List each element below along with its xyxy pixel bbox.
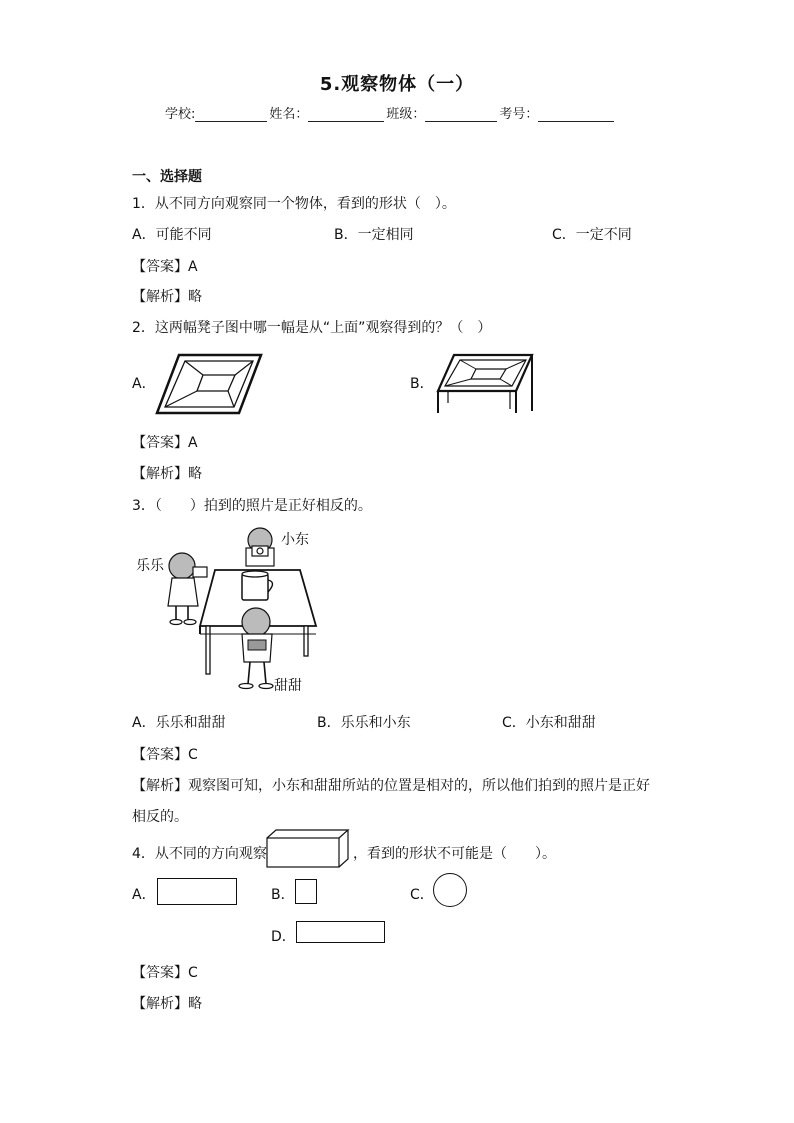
q2-analysis: 【解析】略 [132, 466, 202, 482]
q4-analysis: 【解析】略 [132, 996, 202, 1012]
name-blank [308, 107, 384, 122]
q3-analysis-line-1: 【解析】观察图可知，小东和甜甜所站的位置是相对的，所以他们拍到的照片是正好 [132, 778, 650, 794]
q3-analysis-line-2: 相反的。 [132, 809, 188, 825]
q2-option-a: A． [132, 376, 156, 392]
q3-option-c: C．小东和甜甜 [502, 715, 596, 731]
school-blank [195, 107, 267, 122]
circle-shape [433, 873, 467, 907]
q1-stem: 1．从不同方向观察同一个物体，看到的形状（ ）。 [132, 196, 456, 212]
name-label: 姓名： [269, 107, 309, 122]
q2-answer: 【答案】A [132, 435, 198, 451]
q2-stem: 2．这两幅凳子图中哪一幅是从“上面”观察得到的？（ ） [132, 320, 492, 336]
q3-stem: 3．（ ）拍到的照片是正好相反的。 [132, 498, 372, 514]
q4-option-b: B． [271, 887, 295, 903]
class-label: 班级： [386, 107, 426, 122]
number-blank [538, 107, 614, 122]
q1-option-a: A．可能不同 [132, 227, 212, 243]
q1-option-b: B．一定相同 [334, 227, 414, 243]
q4-option-c: C． [410, 887, 434, 903]
number-label: 考号： [499, 107, 539, 122]
q4-answer: 【答案】C [132, 965, 198, 981]
stool-perspective-figure [434, 353, 534, 415]
label-xiaodong: 小东 [281, 532, 309, 548]
q4-stem-part-1: 4．从不同的方向观察 [132, 846, 267, 862]
label-tiantian: 甜甜 [274, 678, 302, 694]
wide-rectangle-shape [296, 921, 385, 943]
page-title: 5.观察物体（一） [319, 74, 475, 95]
q1-analysis: 【解析】略 [132, 289, 202, 305]
q4-stem-part-2: ，看到的形状不可能是（ ）。 [353, 846, 556, 862]
q4-option-a: A． [132, 887, 156, 903]
q3-option-b: B．乐乐和小东 [317, 715, 411, 731]
q3-option-a: A．乐乐和甜甜 [132, 715, 226, 731]
q1-option-c: C．一定不同 [552, 227, 632, 243]
q1-answer: 【答案】A [132, 259, 198, 275]
section-heading: 一、选择题 [132, 169, 202, 185]
cuboid-figure [266, 829, 350, 869]
q3-answer: 【答案】C [132, 747, 198, 763]
stool-top-view-figure [155, 353, 263, 415]
student-info-line [165, 103, 616, 122]
long-rectangle-shape [157, 878, 237, 905]
school-label: 学校: [165, 107, 196, 122]
class-blank [425, 107, 497, 122]
label-lele: 乐乐 [136, 558, 164, 574]
small-rectangle-shape [295, 879, 317, 904]
q4-option-d: D． [271, 929, 296, 945]
q2-option-b: B． [410, 376, 434, 392]
